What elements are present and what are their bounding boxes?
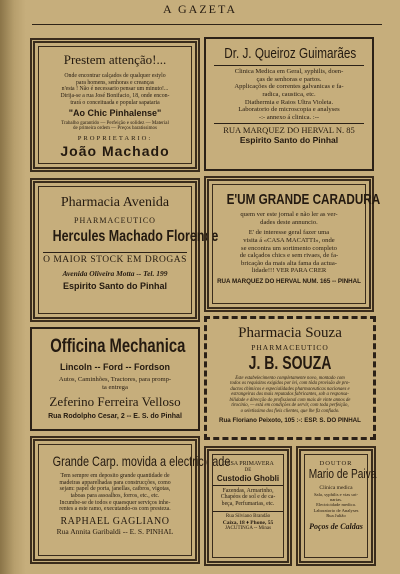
ad-line: bricação da mais alta fama da actua-: [241, 259, 337, 267]
ad-line: rentes a este ramo, executando-os com presteza.: [59, 506, 171, 513]
ad-casa-macatti: [204, 176, 381, 312]
ad-brands: Lincoln -- Ford -- Fordson: [60, 361, 170, 372]
newspaper-title: A GAZETA: [162, 2, 238, 16]
ad-pharmacia-avenida: [30, 178, 219, 322]
ad-line: ta entrega: [102, 383, 128, 391]
ad-line: visita á «CASA MACATTI», onde: [243, 236, 335, 244]
ad-line: o seletissimo dos fieis clientes, que lhe fiz confiado.: [240, 408, 340, 414]
ad-city: Poços de Caldas: [309, 522, 363, 532]
divider: [43, 252, 187, 253]
newspaper-header: [0, 2, 400, 24]
ad-line: lidade!!! VER PARA CRER: [251, 267, 327, 275]
ad-label: PHARMACEUTICO: [251, 343, 329, 353]
ad-line: E' de interesse geral fazer uma: [248, 229, 330, 237]
divider: [214, 65, 364, 66]
ad-title: Grande Carp. movida a electricidade: [52, 453, 231, 469]
ad-title: E'UM GRANDE CARADURA: [226, 191, 381, 208]
ad-line: Clinica medica: [319, 485, 353, 492]
ad-phone: Caixa, 18 ♦ Phone, 55: [222, 519, 274, 526]
ad-line: trará o conceituada e popular sapataria: [70, 99, 160, 106]
divider: [213, 485, 283, 486]
ad-line: Laboratorio de microscopia e analyses: [238, 106, 340, 114]
ad-address: Avenida Oliveira Motta -- Tel. 199: [62, 268, 168, 278]
ad-line: bilidade e direcção do profissional com mais de vinte annos de: [229, 397, 351, 403]
ad-line: Clinica Medica em Geral, syphilis, doen-: [234, 68, 344, 76]
ad-city: Espirito Santo do Pinhal: [62, 281, 167, 292]
ad-line: Fazendas, Armarinho,: [222, 487, 274, 494]
ad-city: Espirito Santo do Pinhal: [239, 135, 339, 146]
header-rule: [32, 24, 382, 25]
ad-line: Incumbe-se de todos e quaesquer serviços inhe-: [59, 499, 171, 506]
ad-line: Rua Julião: [326, 512, 346, 518]
ad-line: radica, caustica, etc.: [262, 90, 316, 98]
ad-line: Applicações de correntes galvanicas e fa-: [234, 83, 344, 91]
ad-line: sejam: papel de porta, janellas, caibros, vigotas,: [59, 486, 171, 493]
ad-chic-pinhalense: [30, 38, 200, 172]
ad-title: Prestem attenção!...: [63, 52, 167, 67]
ad-title: Pharmacia Souza: [238, 325, 342, 341]
ad-label: DOUTOR: [319, 460, 353, 467]
ad-title: CASA PRIMAVERA: [222, 461, 274, 467]
ad-line: de calçados chics e sem rivaes, de fa-: [239, 252, 339, 260]
ad-line: ças de senhoras e partos.: [256, 75, 322, 83]
ad-line: Diathermia e Raios Ultra Violeta.: [244, 98, 334, 106]
ad-line: madeiras apparelhadas para construcções, como: [59, 479, 171, 486]
ad-line: taboas para assoalhos, forros, etc., etc.: [70, 493, 160, 500]
ad-city: JACUTINGA -- Minas: [224, 525, 272, 531]
ad-line: narias.: [329, 497, 343, 502]
ad-address: Rua Rodolpho Cesar, 2 -- E. S. do Pinhal: [48, 413, 182, 421]
owner-name: Zeferino Ferreira Velloso: [49, 394, 181, 410]
ad-line: Este estabelecimento completamente novo, montado com: [235, 375, 345, 381]
doctor-name: Mario de Paiva: [308, 466, 377, 482]
ad-casa-primavera: [204, 446, 292, 566]
ad-line: Sala, syphilis e vias uri-: [313, 491, 359, 497]
ad-line: quem ver este jornal e não ler as ver-: [240, 211, 338, 219]
ad-line: Dirija-se a rua José Bonifacio, 18, onde encon-: [60, 92, 170, 99]
ad-dr-mario-de-paiva: [296, 446, 376, 566]
pharmacist-name: J. B. SOUZA: [248, 352, 332, 373]
ad-officina-mechanica: [30, 327, 200, 431]
ad-label: PHARMACEUTICO: [74, 216, 156, 226]
ad-line: Trabalho garantido — Perfeição e solidez — Material: [61, 120, 169, 126]
proprietor-name: João Machado: [60, 142, 170, 159]
ad-line: Autos, Caminhões, Tractores, para promp-: [58, 376, 172, 384]
ad-title: Pharmacia Avenida: [60, 195, 170, 210]
divider: [213, 511, 283, 512]
ad-line: todos os requisitos exigidos por lei, com tôda provisão de pro-: [230, 381, 350, 387]
ad-pharmacia-souza: [204, 316, 376, 440]
ad-line: beça, Perfumarias, etc.: [221, 501, 275, 508]
divider: [214, 123, 364, 124]
ad-line: n'esta ! Não é necessario pensar um minuto!...: [61, 86, 169, 93]
ad-line: de primeira ordem — Preços baratissimos: [72, 126, 157, 132]
ad-dr-queiroz: [204, 37, 374, 171]
ad-address: RUA MARQUEZ DO HERVAL NUM. 165 -- PINHAL: [217, 277, 361, 285]
ad-line: Chapéos de sol e de ca-: [220, 494, 276, 501]
ad-line: ductos chimicos e especialidades pharmaceuticas nacionaes e: [230, 386, 350, 392]
ad-connector: DE: [244, 467, 252, 473]
ad-address: Rua Annita Garibaldi -- E. S. PINHAL: [56, 526, 174, 536]
ad-address: Rua Silviano Brandão: [225, 513, 271, 519]
ad-line: para homens, senhoras e creanças: [75, 79, 155, 86]
ad-address: Rua Floriano Peixoto, 105 :-: ESP. S. DO PINHAL: [219, 417, 361, 425]
ad-title: Dr. J. Queiroz Guimarães: [224, 45, 357, 62]
ad-line: Electricidade medica.: [316, 502, 356, 508]
shop-name: "Ao Chic Pinhalense": [68, 108, 162, 119]
ad-line: estrangeiras dos mais reputados fabricantes, sob a responsa-: [231, 392, 349, 398]
pharmacist-name: Hercules Machado Florence: [52, 228, 219, 246]
owner-name: Custodio Ghobli: [216, 473, 280, 483]
ad-line: Laboratorio de Analyses: [313, 507, 359, 513]
proprietor-label: PROPRIETARIO:: [77, 135, 153, 143]
ad-line: se encontra um sortimento completo: [241, 244, 337, 252]
page-binding-shadow: [0, 0, 26, 574]
owner-name: RAPHAEL GAGLIANO: [60, 516, 170, 528]
ad-line: -:- annexo á clinica. :--: [258, 113, 320, 121]
ad-line: Onde encontrar calçados de qualquer estylo: [64, 72, 166, 79]
ad-slogan: O MAIOR STOCK EM DROGAS: [43, 254, 187, 265]
ad-grande-carpintaria: [30, 436, 231, 564]
ad-line: dades deste annuncio.: [260, 218, 318, 226]
ad-line: tirocinio, — está em condições de servir, com toda perfeição,: [231, 403, 349, 409]
ad-line: Tem sempre em deposito grande quantidade de: [60, 473, 170, 480]
ad-title: Officina Mechanica: [50, 336, 186, 357]
ad-address: RUA MARQUEZ DO HERVAL N. 85: [223, 125, 355, 136]
